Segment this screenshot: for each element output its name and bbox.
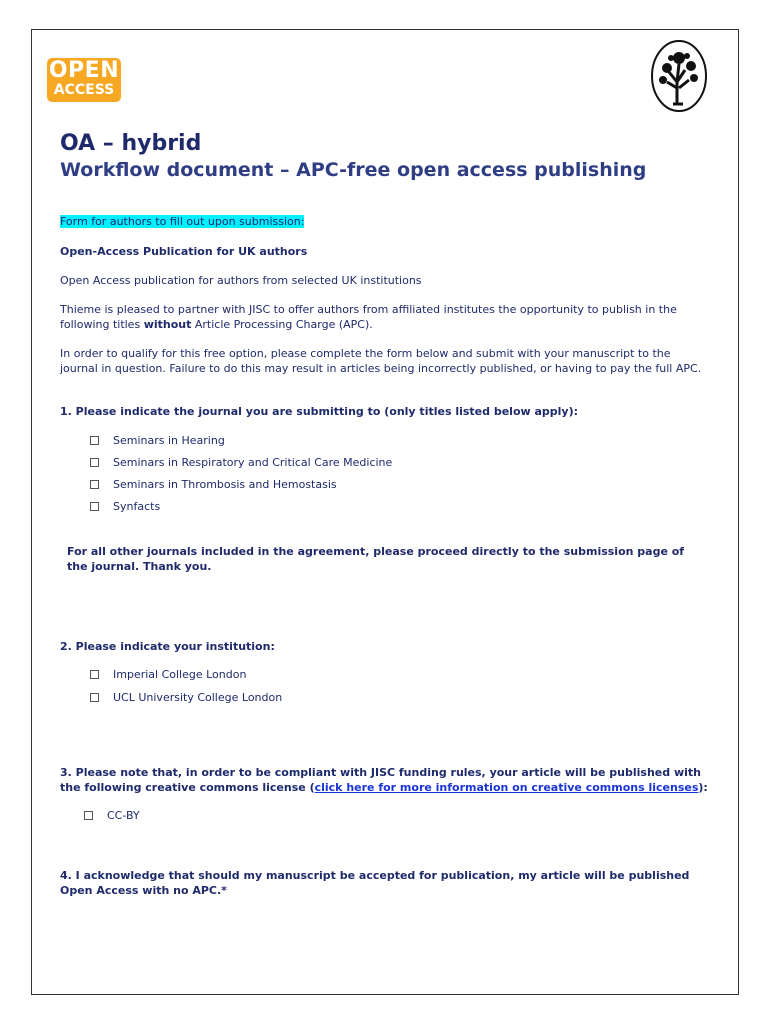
option-label: Seminars in Respiratory and Critical Care Medicine (113, 456, 393, 469)
document-page (31, 29, 739, 995)
option-label: Imperial College London (113, 668, 247, 681)
form-note (60, 214, 710, 229)
section-heading: Open-Access Publication for UK authors (60, 245, 308, 258)
option-label: UCL University College London (113, 691, 283, 704)
intro2-part2: Article Processing Charge (APC). (191, 318, 373, 331)
checkbox[interactable] (90, 436, 99, 445)
option-label: Seminars in Hearing (113, 434, 225, 447)
logo-line-open: OPEN (48, 58, 120, 83)
institution-option-ucl[interactable] (90, 691, 282, 704)
journal-option-respiratory[interactable] (90, 456, 392, 469)
institution-option-imperial[interactable] (90, 668, 246, 681)
other-journals-note: For all other journals included in the agreement, please proceed directly to the submission page of the journal. Thank you. (67, 545, 685, 573)
checkbox[interactable] (84, 811, 93, 820)
form-note-highlight: Form for authors to fill out upon submission: (60, 215, 305, 228)
question-3-label (60, 765, 710, 795)
journal-option-synfacts[interactable] (90, 500, 160, 513)
document-subtitle: Workflow document – APC-free open access publishing (60, 159, 647, 181)
journal-option-thrombosis[interactable] (90, 478, 337, 491)
document-title: OA – hybrid (60, 131, 202, 156)
intro-paragraph-2 (60, 302, 710, 332)
question-1-label: 1. Please indicate the journal you are submitting to (only titles listed below apply): (60, 405, 579, 418)
checkbox[interactable] (90, 670, 99, 679)
option-label: Seminars in Thrombosis and Hemostasis (113, 478, 337, 491)
logo-line-access: ACCESS (53, 82, 115, 98)
intro2-bold: without (143, 318, 192, 331)
option-label: Synfacts (113, 500, 161, 513)
checkbox[interactable] (90, 480, 99, 489)
license-option-cc-by[interactable] (84, 809, 140, 822)
question-2-label: 2. Please indicate your institution: (60, 640, 275, 653)
tree-emblem-icon (649, 38, 709, 114)
intro-paragraph-3: In order to qualify for this free option, please complete the form below and submit with your manuscript to the journal in question. Failure to do this may result in articles being incorrectly published, or having to pay the full APC. (60, 347, 702, 375)
option-label: CC-BY (107, 809, 140, 822)
question-4-label: 4. I acknowledge that should my manuscript be accepted for publication, my article will be published Open Access with no APC.* (60, 869, 690, 897)
open-access-logo (47, 58, 121, 102)
checkbox[interactable] (90, 693, 99, 702)
q3-text-1: 3. Please note that, in order to be compliant with JISC funding rules, your article will be published with the following creative commons license ( (60, 766, 701, 794)
q3-text-2: ): (698, 781, 708, 794)
journal-option-hearing[interactable] (90, 434, 225, 447)
checkbox[interactable] (90, 502, 99, 511)
intro2-part1: Thieme is pleased to partner with JISC to offer authors from affiliated institutes the opportunity to publish in the following titles (60, 303, 677, 331)
intro-paragraph-1: Open Access publication for authors from selected UK institutions (60, 274, 422, 287)
creative-commons-info-link[interactable]: click here for more information on creative commons licenses (314, 781, 699, 794)
checkbox[interactable] (90, 458, 99, 467)
